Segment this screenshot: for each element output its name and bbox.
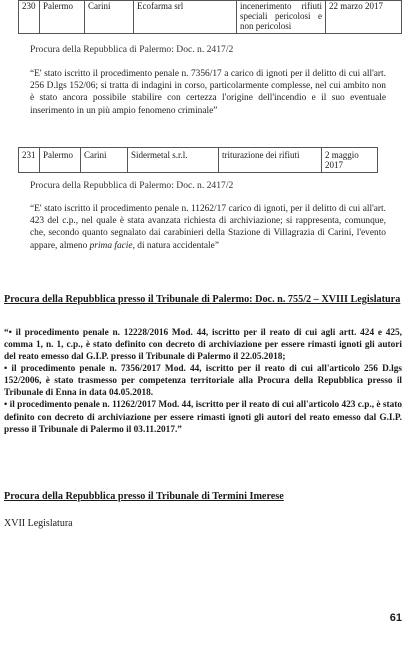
paragraph-item: • il procedimento penale n. 11262/2017 Mod. 44, iscritto per il reato di cui all'articolo 423 c.p., è stato definito con decreto di archiviazione per essere rimasti ignoti gli autori del reato emesso dal G.I.P. presso il Tribunale di Palermo il 03.11.2017.”: [4, 400, 402, 435]
table-cell-province: Palermo: [40, 148, 81, 173]
quote-text-end: , di natura accidentale”: [132, 240, 219, 251]
table-cell-company: Ecofarma srl: [134, 1, 237, 34]
quote-block-2: [30, 203, 386, 252]
table-cell-activity: incenerimento rifiuti speciali pericolosi e non pericolosi: [237, 1, 326, 34]
quote-block-1: “E' stato iscritto il procedimento penale n. 7356/17 a carico di ignoti per il delitto di cui all'art. 256 D.lgs 152/06; si tratta di indagini in corso, particolarmente complesse, nel cui ambito non è stato ancora possibile stabilire con certezza l'origine dell'incendio e il suo eventuale inserimento in un più ampio fenomeno criminale”: [30, 69, 386, 116]
table-cell-id: 230: [19, 1, 40, 34]
table-cell-province: Palermo: [40, 1, 85, 34]
record-table-231: [18, 147, 378, 173]
table-cell-date: 2 maggio 2017: [322, 148, 378, 173]
section-title-termini-imerese: Procura della Repubblica presso il Tribunale di Termini Imerese: [4, 491, 284, 502]
table-cell-activity: triturazione dei rifiuti: [219, 148, 322, 173]
legislature-label: XVII Legislatura: [4, 518, 73, 529]
table-cell-municipality: Carini: [81, 148, 128, 173]
table-cell-id: 231: [19, 148, 40, 173]
section-body-palermo: [4, 327, 402, 436]
quote-text: “E' stato iscritto il procedimento penale n. 11262/17 carico di ignoti, per il delitto di cui all'art. 423 del c.p., nel quale è stata avanzata richiesta di archiviazione; si rappresenta, comunque, che, secondo quanto segnalato dai carabinieri della Stazione di Villagrazia di Carini, l'evento appare, almeno: [30, 204, 386, 251]
table-row: [19, 1, 402, 34]
table-cell-company: Sidermetal s.r.l.: [128, 148, 219, 173]
table-cell-municipality: Carini: [85, 1, 134, 34]
record-table-230: [18, 0, 402, 34]
quote-italic-text: prima facie: [89, 240, 133, 251]
page-number: 61: [389, 612, 402, 624]
source-citation-2: Procura della Repubblica di Palermo: Doc. n. 2417/2: [30, 180, 234, 191]
table-cell-date: 22 marzo 2017: [326, 1, 402, 34]
paragraph-item: • il procedimento penale n. 7356/2017 Mod. 44, iscritto per il reato di cui all'articolo 256 D.lgs 152/2006, è stato trasmesso per competenza territoriale alla Procura della Repubblica presso il Tribunale di Enna in data 04.05.2018.: [4, 364, 402, 399]
table-row: [19, 148, 378, 173]
section-title-palermo: Procura della Repubblica presso il Tribunale di Palermo: Doc. n. 755/2 – XVIII Legislatura: [4, 294, 401, 305]
source-citation-1: Procura della Repubblica di Palermo: Doc. n. 2417/2: [30, 44, 234, 55]
paragraph-item: “• il procedimento penale n. 12228/2016 Mod. 44, iscritto per il reato di cui agli artt. 424 e 425, comma 1, n. 1, c.p., è stato definito con decreto di archiviazione per essere rimasti ignoti gli autori del reato emesso dal G.I.P. presso il Tribunale di Palermo il 22.05.2018;: [4, 328, 402, 363]
